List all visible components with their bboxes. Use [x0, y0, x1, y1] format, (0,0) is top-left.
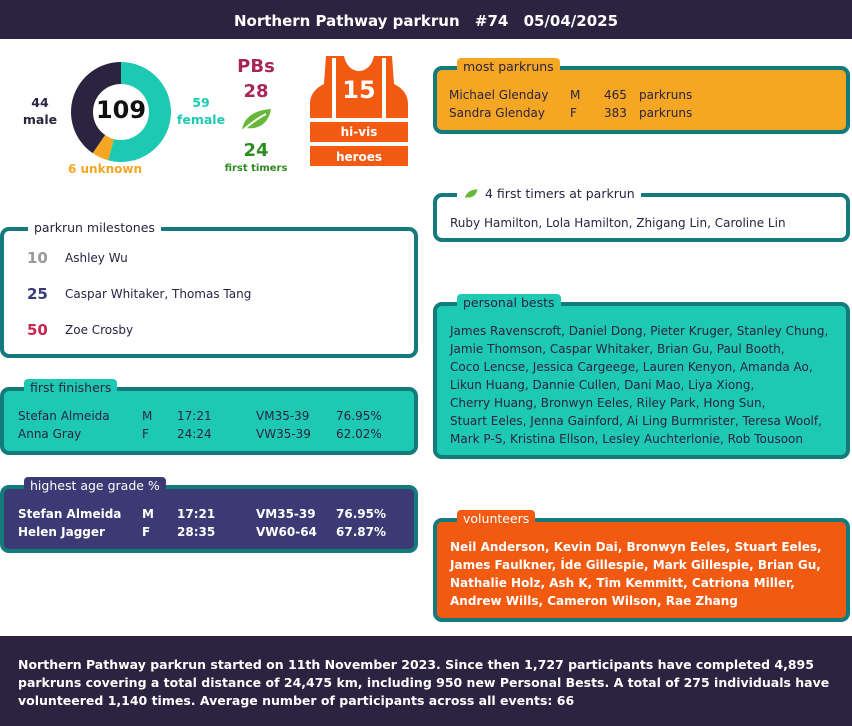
first-timers-count: 24: [243, 140, 269, 161]
personal-bests-box: [433, 295, 850, 459]
volunteer-line: James Faulkner, Íde Gillespie, Mark Gillespie, Brian Gu,: [450, 558, 821, 572]
vest-line1: hi-vis: [340, 125, 378, 139]
run-number: #74: [474, 12, 509, 30]
milestone-25-names: Caspar Whitaker, Thomas Tang: [65, 287, 252, 301]
most-parkruns-row: Michael Glenday M 465 parkruns: [449, 88, 693, 102]
pb-line: Cherry Huang, Bronwyn Eeles, Riley Park, Hong Sun,: [450, 396, 766, 410]
volunteer-line: Andrew Wills, Cameron Wilson, Rae Zhang: [450, 594, 738, 608]
event-summary: Northern Pathway parkrun started on 11th November 2023. Since then 1,727 participants have completed 4,895 parkruns covering a total distance of 24,475 km, including 950 new Personal Bests. A total of 275 individuals have volunteered 1,140 times. Average number of participants across all events: 66: [18, 657, 830, 708]
most-parkruns-list: [449, 86, 692, 122]
first-finishers-box: [0, 380, 418, 455]
age-grade-box: [0, 478, 418, 553]
leaf-icon: [238, 106, 274, 134]
personal-bests-list: [450, 322, 828, 448]
first-finishers-title: first finishers: [24, 379, 117, 397]
page-header: [0, 0, 852, 39]
first-timers-title: 4 first timers at parkrun: [485, 186, 635, 201]
volunteers-list: [450, 538, 822, 610]
milestone-10-names: Ashley Wu: [65, 251, 128, 265]
pbs-label: PBs: [237, 56, 275, 77]
volunteer-line: Neil Anderson, Kevin Dai, Bronwyn Eeles, Stuart Eeles,: [450, 540, 822, 554]
milestone-10-badge: 10: [27, 249, 48, 267]
milestones-title: parkrun milestones: [28, 219, 161, 237]
pb-line: Jamie Thomson, Caspar Whitaker, Brian Gu, Paul Booth,: [450, 342, 785, 356]
unknown-label: 6 unknown: [67, 162, 142, 176]
volunteer-vest: [308, 54, 410, 168]
male-stat: [20, 94, 60, 128]
pb-line: Coco Lencse, Jessica Cargeege, Lauren Kenyon, Amanda Ao,: [450, 360, 813, 374]
age-grade-row: Stefan Almeida M 17:21 VM35-39 76.95%: [18, 507, 386, 521]
finisher-row: Stefan Almeida M 17:21 VM35-39 76.95%: [18, 409, 382, 423]
pb-line: Stuart Eeles, Jenna Gainford, Ai Ling Burmrister, Teresa Woolf,: [450, 414, 822, 428]
first-timers-title-tag: [457, 185, 641, 203]
event-name: Northern Pathway parkrun: [233, 12, 460, 30]
first-timers-box: [433, 186, 850, 242]
milestone-item: [27, 285, 251, 303]
volunteers-box: [433, 511, 850, 622]
total-participants: 109: [95, 96, 147, 124]
male-count: 44: [31, 95, 49, 110]
pb-line: James Ravenscroft, Daniel Dong, Pieter Kruger, Stanley Chung,: [450, 324, 829, 338]
most-parkruns-row: Sandra Glenday F 383 parkruns: [449, 106, 693, 120]
milestones-box: [0, 220, 418, 358]
pbs-count: 28: [243, 81, 269, 102]
pb-line: Likun Huang, Dannie Cullen, Dani Mao, Liya Xiong,: [450, 378, 755, 392]
most-parkruns-title: most parkruns: [457, 58, 560, 76]
pb-line: Mark P-S, Kristina Ellson, Lesley Auchterlonie, Rob Tousoon: [450, 432, 803, 446]
age-grade-list: [18, 505, 386, 541]
finisher-row: Anna Gray F 24:24 VW35-39 62.02%: [18, 427, 382, 441]
volunteers-title: volunteers: [457, 510, 535, 528]
milestone-item: [27, 321, 133, 339]
volunteer-line: Nathalie Holz, Ash K, Tim Kemmitt, Catriona Miller,: [450, 576, 795, 590]
personal-bests-title: personal bests: [457, 294, 561, 312]
milestone-50-badge: 50: [27, 321, 48, 339]
milestone-50-names: Zoe Crosby: [65, 323, 134, 337]
most-parkruns-box: [433, 59, 850, 134]
female-stat: [176, 94, 226, 128]
leaf-icon: [463, 188, 479, 200]
first-timers-label: first timers: [224, 163, 288, 174]
event-summary-footer: [0, 636, 852, 726]
first-finishers-list: [18, 407, 382, 443]
age-grade-title: highest age grade %: [24, 477, 166, 495]
female-count: 59: [192, 95, 210, 110]
first-timers-names: Ruby Hamilton, Lola Hamilton, Zhigang Lin, Caroline Lin: [450, 216, 786, 230]
volunteers-count: 15: [342, 76, 376, 104]
milestone-item: [27, 249, 128, 267]
female-label: female: [176, 112, 226, 127]
vest-line2: heroes: [335, 150, 383, 164]
age-grade-row: Helen Jagger F 28:35 VW60-64 67.87%: [18, 525, 386, 539]
run-date: 05/04/2025: [523, 12, 619, 30]
milestone-25-badge: 25: [27, 285, 48, 303]
male-label: male: [22, 112, 58, 127]
